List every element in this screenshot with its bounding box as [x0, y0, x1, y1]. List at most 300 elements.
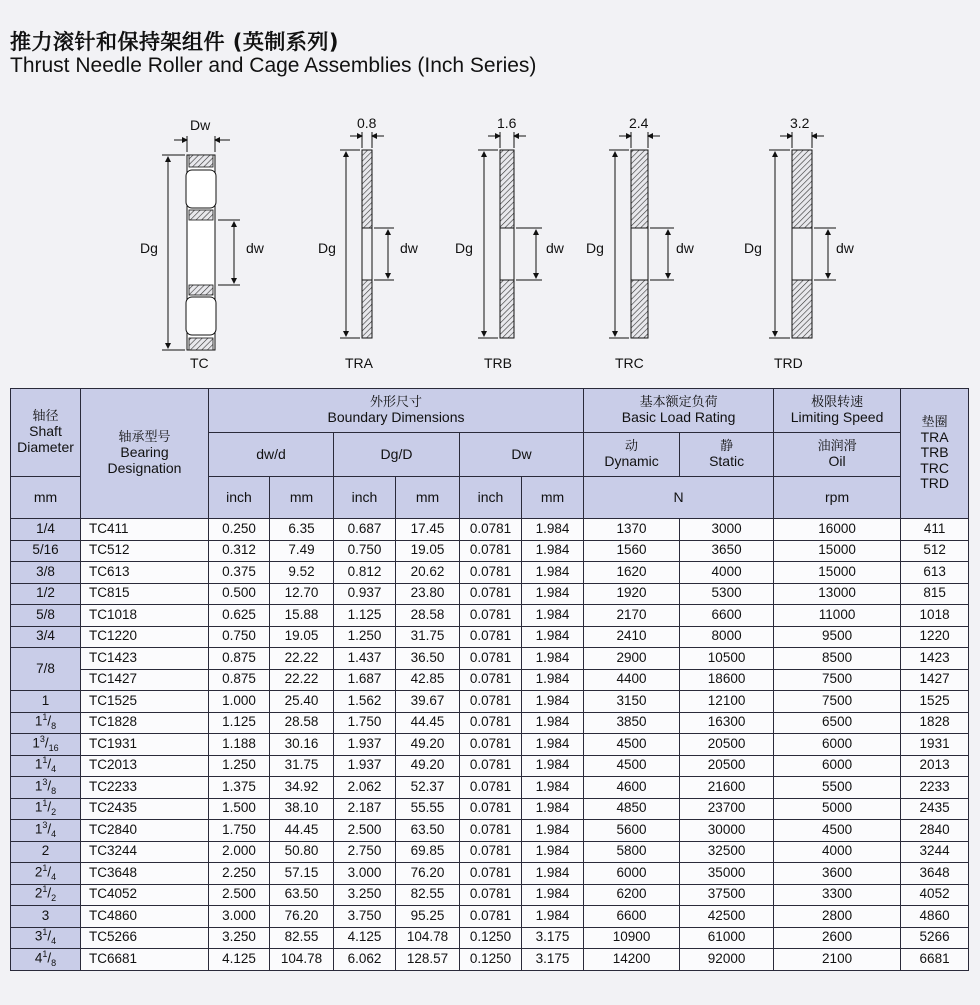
- Dw-inch-cell: 0.0781: [460, 712, 522, 734]
- dg-inch-cell: 1.937: [334, 755, 396, 777]
- table-row: [11, 949, 969, 971]
- Dw-inch-cell: 0.0781: [460, 777, 522, 799]
- Dw-inch-cell: 0.0781: [460, 562, 522, 584]
- Dw-inch-cell: 0.0781: [460, 820, 522, 842]
- static-load-cell: 12100: [680, 691, 774, 713]
- shaft-diameter-cell: $1^1/_2$: [11, 798, 81, 820]
- dw-mm-cell: 38.10: [270, 798, 334, 820]
- unit-dg-inch: inch: [334, 477, 396, 519]
- washer-cell: 2840: [901, 820, 969, 842]
- trb-label-dw: dw: [546, 240, 564, 256]
- trc-label-Dg: Dg: [586, 240, 604, 256]
- limiting-speed-cell: 15000: [774, 562, 901, 584]
- dynamic-load-cell: 4850: [584, 798, 680, 820]
- Dw-inch-cell: 0.0781: [460, 626, 522, 648]
- unit-dg-mm: mm: [396, 477, 460, 519]
- dg-inch-cell: 1.750: [334, 712, 396, 734]
- washer-cell: 2013: [901, 755, 969, 777]
- dw-mm-cell: 9.52: [270, 562, 334, 584]
- shaft-diameter-cell: $1^3/_{16}$: [11, 734, 81, 756]
- dw-mm-cell: 6.35: [270, 519, 334, 541]
- shaft-diameter-cell: 3: [11, 906, 81, 928]
- shaft-diameter-cell: $1^3/_8$: [11, 777, 81, 799]
- dw-inch-cell: 0.875: [209, 669, 270, 691]
- dg-inch-cell: 1.562: [334, 691, 396, 713]
- dg-mm-cell: 128.57: [396, 949, 460, 971]
- dw-mm-cell: 28.58: [270, 712, 334, 734]
- header-boundary-dimensions: 外形尺寸 Boundary Dimensions: [209, 389, 584, 433]
- Dw-mm-cell: 1.984: [522, 906, 584, 928]
- dynamic-load-cell: 4500: [584, 734, 680, 756]
- Dw-mm-cell: 1.984: [522, 863, 584, 885]
- trd-label-dw: dw: [836, 240, 854, 256]
- dw-inch-cell: 0.250: [209, 519, 270, 541]
- dg-inch-cell: 1.125: [334, 605, 396, 627]
- unit-Dw-inch: inch: [460, 477, 522, 519]
- static-load-cell: 20500: [680, 734, 774, 756]
- Dw-mm-cell: 1.984: [522, 884, 584, 906]
- static-load-cell: 4000: [680, 562, 774, 584]
- dg-mm-cell: 104.78: [396, 927, 460, 949]
- limiting-speed-cell: 2100: [774, 949, 901, 971]
- dg-mm-cell: 44.45: [396, 712, 460, 734]
- static-load-cell: 20500: [680, 755, 774, 777]
- table-row: [11, 540, 969, 562]
- washer-cell: 2435: [901, 798, 969, 820]
- Dw-mm-cell: 1.984: [522, 691, 584, 713]
- shaft-diameter-cell: 5/8: [11, 605, 81, 627]
- Dw-mm-cell: 3.175: [522, 927, 584, 949]
- limiting-speed-cell: 6000: [774, 755, 901, 777]
- bearing-designation-cell: TC1525: [81, 691, 209, 713]
- Dw-mm-cell: 1.984: [522, 648, 584, 670]
- static-load-cell: 18600: [680, 669, 774, 691]
- static-load-cell: 16300: [680, 712, 774, 734]
- tra-label-Dg: Dg: [318, 240, 336, 256]
- shaft-diameter-cell: 5/16: [11, 540, 81, 562]
- Dw-inch-cell: 0.0781: [460, 648, 522, 670]
- dw-mm-cell: 82.55: [270, 927, 334, 949]
- dw-inch-cell: 0.500: [209, 583, 270, 605]
- dg-mm-cell: 55.55: [396, 798, 460, 820]
- washer-cell: 4860: [901, 906, 969, 928]
- table-row: [11, 884, 969, 906]
- header-oil: 油润滑 Oil: [774, 433, 901, 477]
- limiting-speed-cell: 5000: [774, 798, 901, 820]
- dg-inch-cell: 2.500: [334, 820, 396, 842]
- Dw-mm-cell: 1.984: [522, 626, 584, 648]
- unit-speed-rpm: rpm: [774, 477, 901, 519]
- washer-cell: 411: [901, 519, 969, 541]
- washer-cell: 1018: [901, 605, 969, 627]
- dg-mm-cell: 39.67: [396, 691, 460, 713]
- dg-inch-cell: 2.187: [334, 798, 396, 820]
- dg-mm-cell: 19.05: [396, 540, 460, 562]
- bearing-designation-cell: TC4860: [81, 906, 209, 928]
- table-row: [11, 605, 969, 627]
- washer-cell: 1828: [901, 712, 969, 734]
- static-load-cell: 61000: [680, 927, 774, 949]
- bearing-designation-cell: TC613: [81, 562, 209, 584]
- Dw-mm-cell: 1.984: [522, 841, 584, 863]
- dg-inch-cell: 1.250: [334, 626, 396, 648]
- dg-mm-cell: 49.20: [396, 734, 460, 756]
- trd-label-thickness: 3.2: [790, 115, 810, 131]
- dg-mm-cell: 49.20: [396, 755, 460, 777]
- shaft-diameter-cell: $3^1/_4$: [11, 927, 81, 949]
- header-bearing-designation: 轴承型号 Bearing Designation: [81, 389, 209, 519]
- bearing-designation-cell: TC3244: [81, 841, 209, 863]
- dw-mm-cell: 30.16: [270, 734, 334, 756]
- dg-inch-cell: 3.750: [334, 906, 396, 928]
- Dw-mm-cell: 1.984: [522, 712, 584, 734]
- washer-cell: 1220: [901, 626, 969, 648]
- dg-mm-cell: 31.75: [396, 626, 460, 648]
- unit-load-N: N: [584, 477, 774, 519]
- table-row: [11, 562, 969, 584]
- bearing-designation-cell: TC1423: [81, 648, 209, 670]
- dg-mm-cell: 63.50: [396, 820, 460, 842]
- static-load-cell: 35000: [680, 863, 774, 885]
- dynamic-load-cell: 1620: [584, 562, 680, 584]
- table-row: [11, 691, 969, 713]
- shaft-diameter-cell: 1/4: [11, 519, 81, 541]
- washer-cell: 6681: [901, 949, 969, 971]
- table-row: [11, 820, 969, 842]
- static-load-cell: 6600: [680, 605, 774, 627]
- Dw-mm-cell: 1.984: [522, 605, 584, 627]
- dg-inch-cell: 4.125: [334, 927, 396, 949]
- shaft-diameter-cell: $1^1/_4$: [11, 755, 81, 777]
- washer-cell: 2233: [901, 777, 969, 799]
- table-row: [11, 777, 969, 799]
- dg-inch-cell: 1.937: [334, 734, 396, 756]
- limiting-speed-cell: 3300: [774, 884, 901, 906]
- tra-label-thickness: 0.8: [357, 115, 377, 131]
- limiting-speed-cell: 3600: [774, 863, 901, 885]
- dg-inch-cell: 2.062: [334, 777, 396, 799]
- dw-mm-cell: 76.20: [270, 906, 334, 928]
- dynamic-load-cell: 1560: [584, 540, 680, 562]
- dw-inch-cell: 0.625: [209, 605, 270, 627]
- dw-inch-cell: 0.875: [209, 648, 270, 670]
- limiting-speed-cell: 5500: [774, 777, 901, 799]
- static-load-cell: 5300: [680, 583, 774, 605]
- dw-mm-cell: 15.88: [270, 605, 334, 627]
- bearing-designation-cell: TC2435: [81, 798, 209, 820]
- dynamic-load-cell: 6600: [584, 906, 680, 928]
- dw-mm-cell: 12.70: [270, 583, 334, 605]
- dw-inch-cell: 0.750: [209, 626, 270, 648]
- limiting-speed-cell: 6500: [774, 712, 901, 734]
- static-load-cell: 23700: [680, 798, 774, 820]
- dg-inch-cell: 0.750: [334, 540, 396, 562]
- dynamic-load-cell: 3850: [584, 712, 680, 734]
- trd-diagram: [744, 115, 855, 371]
- tc-diagram: [140, 117, 265, 371]
- dw-inch-cell: 1.125: [209, 712, 270, 734]
- Dw-inch-cell: 0.1250: [460, 949, 522, 971]
- bearing-designation-cell: TC2840: [81, 820, 209, 842]
- shaft-diameter-cell: $2^1/_4$: [11, 863, 81, 885]
- dg-inch-cell: 6.062: [334, 949, 396, 971]
- washer-cell: 4052: [901, 884, 969, 906]
- dynamic-load-cell: 5600: [584, 820, 680, 842]
- bearing-designation-cell: TC2233: [81, 777, 209, 799]
- dw-inch-cell: 3.250: [209, 927, 270, 949]
- Dw-mm-cell: 1.984: [522, 519, 584, 541]
- dw-inch-cell: 3.000: [209, 906, 270, 928]
- Dw-inch-cell: 0.0781: [460, 583, 522, 605]
- dw-inch-cell: 1.750: [209, 820, 270, 842]
- unit-shaft-mm: mm: [11, 477, 81, 519]
- dynamic-load-cell: 2900: [584, 648, 680, 670]
- limiting-speed-cell: 2800: [774, 906, 901, 928]
- bearing-designation-cell: TC1018: [81, 605, 209, 627]
- limiting-speed-cell: 15000: [774, 540, 901, 562]
- bearing-designation-cell: TC1931: [81, 734, 209, 756]
- dw-mm-cell: 44.45: [270, 820, 334, 842]
- specification-table: [10, 388, 969, 971]
- washer-cell: 1525: [901, 691, 969, 713]
- dg-mm-cell: 76.20: [396, 863, 460, 885]
- page-title-english: Thrust Needle Roller and Cage Assemblies (Inch Series): [10, 54, 537, 77]
- washer-cell: 3648: [901, 863, 969, 885]
- shaft-diameter-cell: $4^1/_8$: [11, 949, 81, 971]
- Dw-inch-cell: 0.0781: [460, 540, 522, 562]
- bearing-designation-cell: TC1220: [81, 626, 209, 648]
- header-dg-D: Dg/D: [334, 433, 460, 477]
- trb-diagram: [455, 115, 565, 371]
- bearing-designation-cell: TC3648: [81, 863, 209, 885]
- tc-label-Dw: Dw: [190, 117, 211, 133]
- dw-inch-cell: 0.375: [209, 562, 270, 584]
- Dw-mm-cell: 1.984: [522, 734, 584, 756]
- table-row: [11, 583, 969, 605]
- dg-mm-cell: 17.45: [396, 519, 460, 541]
- static-load-cell: 3000: [680, 519, 774, 541]
- static-load-cell: 8000: [680, 626, 774, 648]
- dynamic-load-cell: 2170: [584, 605, 680, 627]
- limiting-speed-cell: 7500: [774, 669, 901, 691]
- limiting-speed-cell: 2600: [774, 927, 901, 949]
- washer-cell: 5266: [901, 927, 969, 949]
- Dw-inch-cell: 0.0781: [460, 863, 522, 885]
- dw-mm-cell: 25.40: [270, 691, 334, 713]
- shaft-diameter-cell: 1: [11, 691, 81, 713]
- shaft-diameter-cell: $1^3/_4$: [11, 820, 81, 842]
- tc-label-Dg: Dg: [140, 240, 158, 256]
- shaft-diameter-cell: $2^1/_2$: [11, 884, 81, 906]
- limiting-speed-cell: 4500: [774, 820, 901, 842]
- dg-mm-cell: 95.25: [396, 906, 460, 928]
- trc-diagram: [586, 115, 695, 371]
- dw-mm-cell: 22.22: [270, 669, 334, 691]
- shaft-diameter-cell: $1^1/_8$: [11, 712, 81, 734]
- dw-mm-cell: 50.80: [270, 841, 334, 863]
- dw-inch-cell: 1.188: [209, 734, 270, 756]
- washer-cell: 815: [901, 583, 969, 605]
- trb-name: TRB: [484, 355, 512, 371]
- trc-name: TRC: [615, 355, 644, 371]
- dg-inch-cell: 0.937: [334, 583, 396, 605]
- shaft-diameter-cell: 2: [11, 841, 81, 863]
- dynamic-load-cell: 4500: [584, 755, 680, 777]
- unit-dw-mm: mm: [270, 477, 334, 519]
- page-title-chinese: 推力滚针和保持架组件 (英制系列): [10, 30, 340, 54]
- Dw-mm-cell: 1.984: [522, 798, 584, 820]
- table-row: [11, 927, 969, 949]
- Dw-mm-cell: 3.175: [522, 949, 584, 971]
- shaft-diameter-cell: 7/8: [11, 648, 81, 691]
- washer-cell: 3244: [901, 841, 969, 863]
- tra-name: TRA: [345, 355, 373, 371]
- header-basic-load-rating: 基本额定负荷 Basic Load Rating: [584, 389, 774, 433]
- dw-inch-cell: 2.250: [209, 863, 270, 885]
- dg-mm-cell: 82.55: [396, 884, 460, 906]
- header-dw-d: dw/d: [209, 433, 334, 477]
- static-load-cell: 3650: [680, 540, 774, 562]
- dw-inch-cell: 1.375: [209, 777, 270, 799]
- dg-inch-cell: 3.000: [334, 863, 396, 885]
- washer-cell: 613: [901, 562, 969, 584]
- table-row: [11, 648, 969, 670]
- header-washer: 垫圈 TRA TRB TRC TRD: [901, 389, 969, 519]
- dg-mm-cell: 42.85: [396, 669, 460, 691]
- bearing-designation-cell: TC411: [81, 519, 209, 541]
- Dw-mm-cell: 1.984: [522, 777, 584, 799]
- table-row: [11, 863, 969, 885]
- dw-mm-cell: 19.05: [270, 626, 334, 648]
- table-row: [11, 906, 969, 928]
- dw-mm-cell: 22.22: [270, 648, 334, 670]
- Dw-inch-cell: 0.0781: [460, 906, 522, 928]
- dw-inch-cell: 1.500: [209, 798, 270, 820]
- dg-inch-cell: 0.812: [334, 562, 396, 584]
- tc-name: TC: [190, 355, 209, 371]
- dg-mm-cell: 23.80: [396, 583, 460, 605]
- bearing-designation-cell: TC1427: [81, 669, 209, 691]
- bearing-designation-cell: TC512: [81, 540, 209, 562]
- dg-mm-cell: 28.58: [396, 605, 460, 627]
- washer-cell: 1931: [901, 734, 969, 756]
- static-load-cell: 10500: [680, 648, 774, 670]
- Dw-inch-cell: 0.0781: [460, 691, 522, 713]
- limiting-speed-cell: 4000: [774, 841, 901, 863]
- table-body: [11, 519, 969, 971]
- trc-label-thickness: 2.4: [629, 115, 649, 131]
- trb-label-Dg: Dg: [455, 240, 473, 256]
- dw-mm-cell: 31.75: [270, 755, 334, 777]
- table-row: [11, 734, 969, 756]
- unit-dw-inch: inch: [209, 477, 270, 519]
- dynamic-load-cell: 4600: [584, 777, 680, 799]
- bearing-designation-cell: TC5266: [81, 927, 209, 949]
- dynamic-load-cell: 10900: [584, 927, 680, 949]
- dg-mm-cell: 20.62: [396, 562, 460, 584]
- header-shaft-diameter: 轴径 Shaft Diameter: [11, 389, 81, 477]
- dw-inch-cell: 0.312: [209, 540, 270, 562]
- tc-label-dw: dw: [246, 240, 264, 256]
- Dw-inch-cell: 0.1250: [460, 927, 522, 949]
- trd-name: TRD: [774, 355, 803, 371]
- table-row: [11, 712, 969, 734]
- dynamic-load-cell: 6000: [584, 863, 680, 885]
- dg-mm-cell: 69.85: [396, 841, 460, 863]
- dynamic-load-cell: 5800: [584, 841, 680, 863]
- Dw-mm-cell: 1.984: [522, 540, 584, 562]
- Dw-inch-cell: 0.0781: [460, 884, 522, 906]
- trc-label-dw: dw: [676, 240, 694, 256]
- header-dynamic: 动 Dynamic: [584, 433, 680, 477]
- Dw-inch-cell: 0.0781: [460, 519, 522, 541]
- washer-cell: 512: [901, 540, 969, 562]
- shaft-diameter-cell: 1/2: [11, 583, 81, 605]
- static-load-cell: 37500: [680, 884, 774, 906]
- table-row: [11, 755, 969, 777]
- table-row: [11, 626, 969, 648]
- dw-mm-cell: 7.49: [270, 540, 334, 562]
- header-static: 静 Static: [680, 433, 774, 477]
- dg-inch-cell: 2.750: [334, 841, 396, 863]
- limiting-speed-cell: 6000: [774, 734, 901, 756]
- bearing-designation-cell: TC1828: [81, 712, 209, 734]
- dw-mm-cell: 57.15: [270, 863, 334, 885]
- header-Dw: Dw: [460, 433, 584, 477]
- limiting-speed-cell: 9500: [774, 626, 901, 648]
- dw-inch-cell: 1.250: [209, 755, 270, 777]
- dg-inch-cell: 1.687: [334, 669, 396, 691]
- tra-diagram: [318, 115, 419, 371]
- dw-inch-cell: 2.000: [209, 841, 270, 863]
- Dw-inch-cell: 0.0781: [460, 734, 522, 756]
- Dw-mm-cell: 1.984: [522, 583, 584, 605]
- dynamic-load-cell: 4400: [584, 669, 680, 691]
- dw-inch-cell: 4.125: [209, 949, 270, 971]
- tra-label-dw: dw: [400, 240, 418, 256]
- dw-inch-cell: 2.500: [209, 884, 270, 906]
- dynamic-load-cell: 1370: [584, 519, 680, 541]
- Dw-inch-cell: 0.0781: [460, 605, 522, 627]
- bearing-designation-cell: TC6681: [81, 949, 209, 971]
- shaft-diameter-cell: 3/8: [11, 562, 81, 584]
- Dw-inch-cell: 0.0781: [460, 755, 522, 777]
- bearing-designation-cell: TC4052: [81, 884, 209, 906]
- static-load-cell: 92000: [680, 949, 774, 971]
- static-load-cell: 30000: [680, 820, 774, 842]
- cross-section-diagrams: [0, 110, 980, 380]
- dg-mm-cell: 36.50: [396, 648, 460, 670]
- table-row: [11, 519, 969, 541]
- washer-cell: 1423: [901, 648, 969, 670]
- limiting-speed-cell: 7500: [774, 691, 901, 713]
- Dw-mm-cell: 1.984: [522, 562, 584, 584]
- washer-cell: 1427: [901, 669, 969, 691]
- Dw-inch-cell: 0.0781: [460, 669, 522, 691]
- bearing-designation-cell: TC815: [81, 583, 209, 605]
- Dw-mm-cell: 1.984: [522, 820, 584, 842]
- limiting-speed-cell: 16000: [774, 519, 901, 541]
- Dw-mm-cell: 1.984: [522, 755, 584, 777]
- shaft-diameter-cell: 3/4: [11, 626, 81, 648]
- table-row: [11, 841, 969, 863]
- bearing-designation-cell: TC2013: [81, 755, 209, 777]
- limiting-speed-cell: 13000: [774, 583, 901, 605]
- trb-label-thickness: 1.6: [497, 115, 517, 131]
- dg-inch-cell: 0.687: [334, 519, 396, 541]
- dw-mm-cell: 104.78: [270, 949, 334, 971]
- dg-inch-cell: 1.437: [334, 648, 396, 670]
